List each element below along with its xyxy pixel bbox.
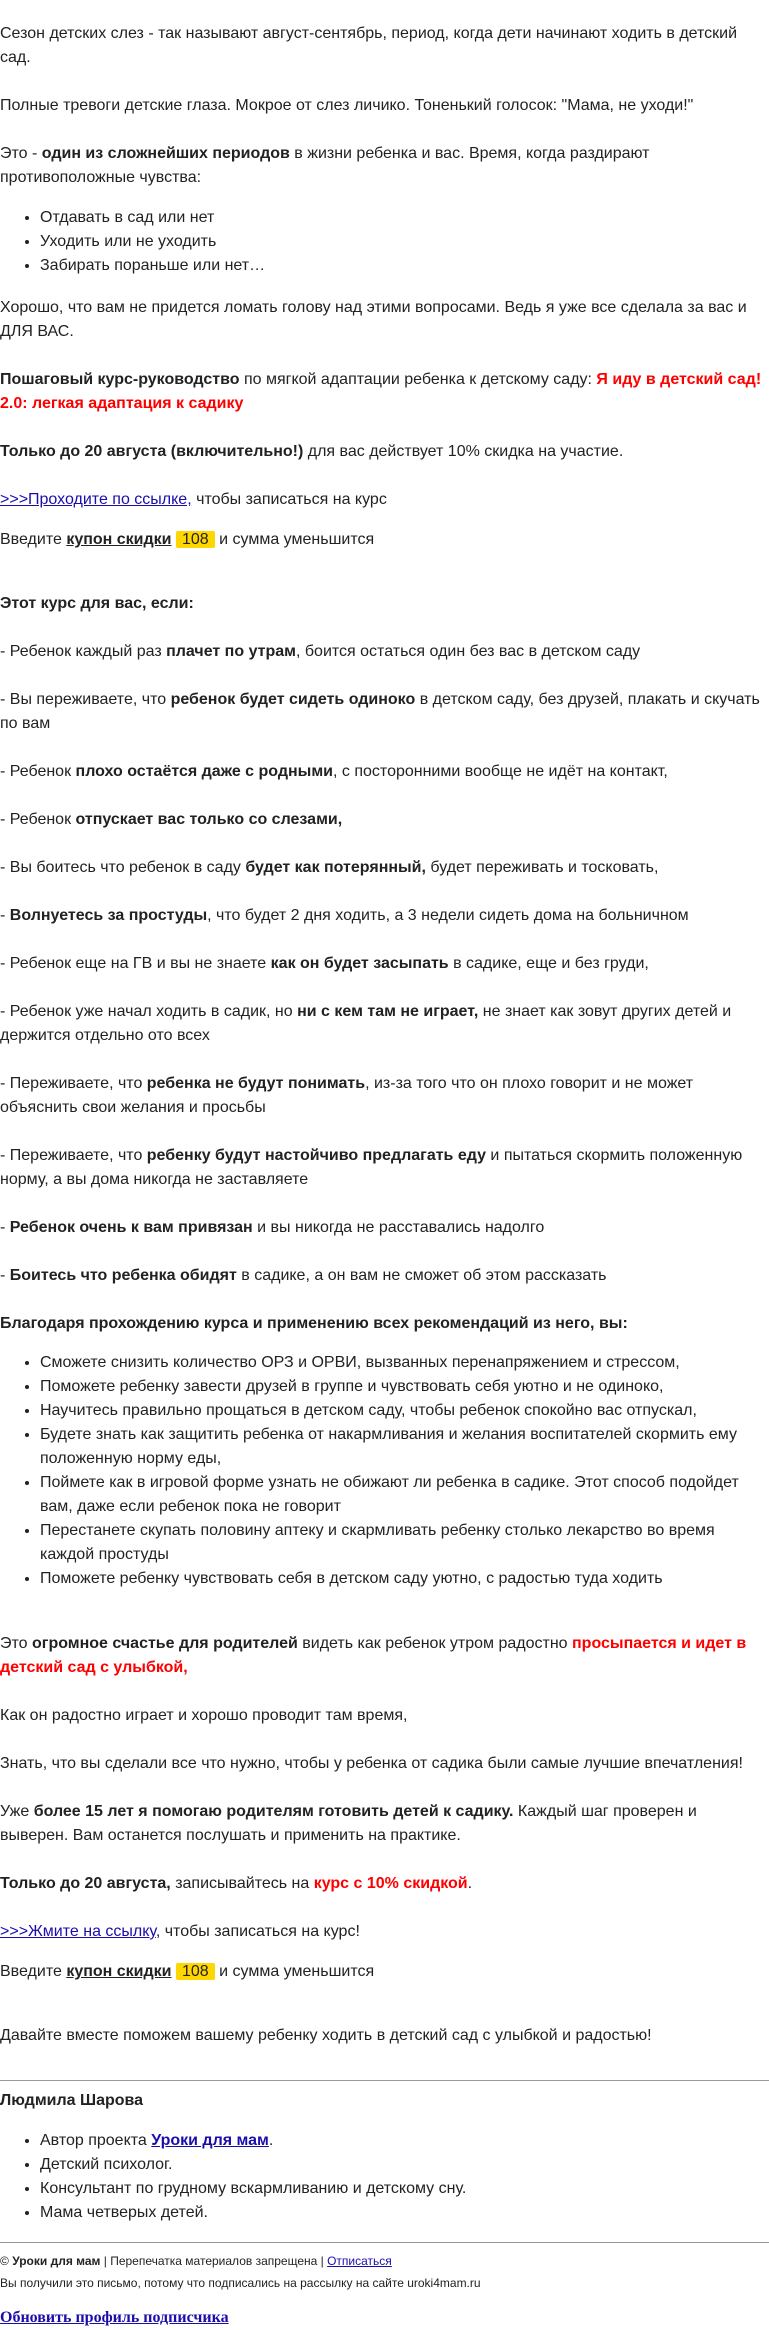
- author-list: [0, 2129, 769, 2225]
- list-item: • Автор проекта Уроки для мам.: [40, 2129, 769, 2153]
- footer-profile: [0, 2306, 769, 2330]
- coupon-code: 108: [176, 1963, 215, 1980]
- list-item: • Уходить или не уходить: [40, 230, 769, 254]
- deadline-paragraph: Только до 20 августа (включительно!) для вас действует 10% скидка на участие.: [0, 443, 624, 460]
- forwhom-item: - Ребенок плохо остаётся даже с родными, с посторонними вообще не идёт на контакт,: [0, 763, 668, 780]
- dilemma-list: [0, 206, 769, 278]
- list-item: • Будете знать как защитить ребенка от накармливания и желания воспитателей скормить ему положенную норму еды,: [40, 1423, 769, 1471]
- unsubscribe-link[interactable]: Отписаться: [327, 2254, 392, 2268]
- list-item: • Научитесь правильно прощаться в детском саду, чтобы ребенок спокойно вас отпускал,: [40, 1399, 769, 1423]
- closing-paragraph: Знать, что вы сделали все что нужно, чтобы у ребенка от садика были самые лучшие впечатления!: [0, 1755, 743, 1772]
- forwhom-item: - Ребенок еще на ГВ и вы не знаете как он будет засыпать в садике, еще и без груди,: [0, 955, 649, 972]
- deadline-paragraph: Только до 20 августа, записывайтесь на курс с 10% скидкой.: [0, 1875, 473, 1892]
- list-item: • Поможете ребенку завести друзей в группе и чувствовать себя уютно и не одиноко,: [40, 1375, 769, 1399]
- forwhom-item: - Переживаете, что ребенка не будут понимать, из-за того что он плохо говорит и не может объяснить свои желания и просьбы: [0, 1075, 694, 1116]
- update-profile-link[interactable]: Обновить профиль подписчика: [0, 2309, 229, 2326]
- intro-paragraph: Хорошо, что вам не придется ломать голову над этими вопросами. Ведь я уже все сделала за вас и ДЛЯ ВАС.: [0, 299, 747, 340]
- forwhom-item: - Переживаете, что ребенку будут настойчиво предлагать еду и пытаться скормить положенную норму, а вы дома никогда не заставляете: [0, 1147, 743, 1188]
- signup-link[interactable]: >>>Жмите на ссылку: [0, 1923, 156, 1940]
- list-item: • Консультант по грудному вскармливанию и детскому сну.: [40, 2177, 769, 2201]
- forwhom-item: - Ребенок уже начал ходить в садик, но ни с кем там не играет, не знает как зовут других детей и держится отдельно ото всех: [0, 1003, 732, 1044]
- forwhom-item: - Вы боитесь что ребенок в саду будет как потерянный, будет переживать и тосковать,: [0, 859, 659, 876]
- final-paragraph: Давайте вместе поможем вашему ребенку ходить в детский сад с улыбкой и радостью!: [0, 2027, 652, 2044]
- coupon-code: 108: [176, 531, 215, 548]
- list-item: • Поможете ребенку чувствовать себя в детском саду уютно, с радостью туда ходить: [40, 1567, 769, 1591]
- course-paragraph: Пошаговый курс-руководство по мягкой адаптации ребенка к детскому саду: Я иду в детский сад! 2.0: легкая адаптация к садику: [0, 371, 762, 412]
- forwhom-item: - Ребенок каждый раз плачет по утрам, боится остаться один без вас в детском саду: [0, 643, 641, 660]
- footer-copyright: © Уроки для мам | Перепечатка материалов запрещена | Отписаться: [0, 2254, 392, 2268]
- closing-paragraph: Как он радостно играет и хорошо проводит там время,: [0, 1707, 408, 1724]
- signup-paragraph: >>>Жмите на ссылку, чтобы записаться на курс!: [0, 1923, 360, 1940]
- list-item: • Перестанете скупать половину аптеку и скармливать ребенку столько лекарство во время каждой простуды: [40, 1519, 769, 1567]
- intro-paragraph: Сезон детских слез - так называют август-сентябрь, период, когда дети начинают ходить в детский сад.: [0, 25, 738, 66]
- intro-paragraph: Полные тревоги детские глаза. Мокрое от слез личико. Тоненький голосок: "Мама, не уходи!": [0, 97, 694, 114]
- forwhom-item: - Боитесь что ребенка обидят в садике, а он вам не сможет об этом рассказать: [0, 1267, 607, 1284]
- section-heading: Благодаря прохождению курса и применению всех рекомендаций из него, вы:: [0, 1315, 628, 1332]
- forwhom-item: - Ребенок очень к вам привязан и вы никогда не расставались надолго: [0, 1219, 545, 1236]
- list-item: • Сможете снизить количество ОРЗ и ОРВИ, вызванных перенапряжением и стрессом,: [40, 1351, 769, 1375]
- list-item: • Детский психолог.: [40, 2153, 769, 2177]
- list-item: • Мама четверых детей.: [40, 2201, 769, 2225]
- coupon-paragraph: Введите купон скидки 108 и сумма уменьшится: [0, 1963, 375, 1980]
- intro-paragraph: Это - один из сложнейших периодов в жизни ребенка и вас. Время, когда раздирают противоположные чувства:: [0, 145, 650, 186]
- divider: [0, 2242, 769, 2243]
- author-name: Людмила Шарова: [0, 2092, 144, 2109]
- section-heading: Этот курс для вас, если:: [0, 595, 194, 612]
- footer-reason: Вы получили это письмо, потому что подписались на рассылку на сайте uroki4mam.ru: [0, 2276, 481, 2290]
- project-link[interactable]: Уроки для мам: [151, 2132, 269, 2149]
- experience-paragraph: Уже более 15 лет я помогаю родителям готовить детей к садику. Каждый шаг проверен и выверен. Вам останется послушать и применить на практике.: [0, 1803, 697, 1844]
- forwhom-item: - Волнуетесь за простуды, что будет 2 дня ходить, а 3 недели сидеть дома на больничном: [0, 907, 689, 924]
- forwhom-item: - Ребенок отпускает вас только со слезами,: [0, 811, 343, 828]
- benefits-list: [0, 1351, 769, 1591]
- forwhom-item: - Вы переживаете, что ребенок будет сидеть одиноко в детском саду, без друзей, плакать и скучать по вам: [0, 691, 760, 732]
- list-item: • Забирать пораньше или нет…: [40, 254, 769, 278]
- signup-paragraph: >>>Проходите по ссылке, чтобы записаться на курс: [0, 491, 387, 508]
- list-item: • Отдавать в сад или нет: [40, 206, 769, 230]
- divider: [0, 2080, 769, 2081]
- happiness-paragraph: Это огромное счастье для родителей видеть как ребенок утром радостно просыпается и идет в детский сад с улыбкой,: [0, 1635, 747, 1676]
- signup-link[interactable]: >>>Проходите по ссылке,: [0, 491, 192, 508]
- coupon-paragraph: Введите купон скидки 108 и сумма уменьшится: [0, 531, 375, 548]
- list-item: • Поймете как в игровой форме узнать не обижают ли ребенка в садике. Этот способ подойдет вам, даже если ребенок пока не говорит: [40, 1471, 769, 1519]
